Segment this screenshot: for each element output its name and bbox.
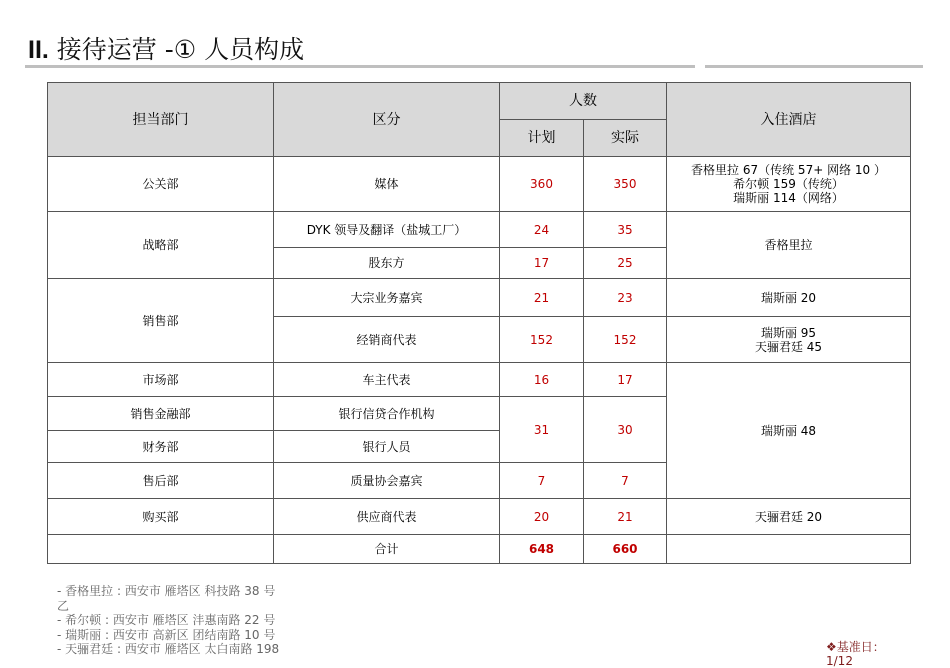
actual-cell: 25	[584, 248, 667, 279]
dept-cell: 财务部	[48, 431, 274, 463]
category-cell: 股东方	[274, 248, 500, 279]
dept-cell: 公关部	[48, 157, 274, 212]
table-row	[48, 157, 911, 212]
dept-cell: 销售部	[48, 279, 274, 363]
dept-cell: 售后部	[48, 463, 274, 499]
header-hotel: 入住酒店	[667, 83, 911, 157]
header-plan: 计划	[500, 120, 584, 157]
table-row	[48, 363, 911, 397]
plan-cell: 21	[500, 279, 584, 317]
plan-cell: 24	[500, 212, 584, 248]
dept-cell: 销售金融部	[48, 397, 274, 431]
hotel-cell: 香格里拉	[667, 212, 911, 279]
actual-cell: 152	[584, 317, 667, 363]
plan-cell: 20	[500, 499, 584, 535]
actual-cell: 30	[584, 397, 667, 463]
total-row	[48, 535, 911, 564]
plan-cell: 7	[500, 463, 584, 499]
table-row	[48, 499, 911, 535]
actual-cell: 7	[584, 463, 667, 499]
category-cell: 质量协会嘉宾	[274, 463, 500, 499]
plan-cell: 17	[500, 248, 584, 279]
header-category: 区分	[274, 83, 500, 157]
actual-cell: 21	[584, 499, 667, 535]
total-actual: 660	[584, 535, 667, 564]
table-row	[48, 212, 911, 248]
dept-cell: 战略部	[48, 212, 274, 279]
header-people: 人数	[500, 83, 667, 120]
actual-cell: 35	[584, 212, 667, 248]
total-plan: 648	[500, 535, 584, 564]
table-row	[48, 279, 911, 317]
hotel-address-notes: - 香格里拉 : 西安市 雁塔区 科技路 38 号 乙 - 希尔顿 : 西安市 雁塔区 沣惠南路 22 号 - 瑞斯丽 : 西安市 高新区 团结南路 10 号 - 天骊君廷 : 西安市 雁塔区 太白南路 198	[57, 584, 280, 656]
category-cell: 大宗业务嘉宾	[274, 279, 500, 317]
actual-cell: 17	[584, 363, 667, 397]
personnel-table	[47, 82, 911, 564]
total-label: 合计	[274, 535, 500, 564]
actual-cell: 350	[584, 157, 667, 212]
plan-cell: 360	[500, 157, 584, 212]
hotel-cell: 瑞斯丽 48	[667, 363, 911, 499]
hotel-cell: 香格里拉 67（传统 57+ 网络 10 ） 希尔顿 159（传统） 瑞斯丽 114（网络）	[667, 157, 911, 212]
header-actual: 实际	[584, 120, 667, 157]
dept-cell: 市场部	[48, 363, 274, 397]
title-divider	[25, 65, 695, 68]
hotel-cell: 瑞斯丽 95 天骊君廷 45	[667, 317, 911, 363]
category-cell: 媒体	[274, 157, 500, 212]
header-dept: 担当部门	[48, 83, 274, 157]
category-cell: 车主代表	[274, 363, 500, 397]
category-cell: 经销商代表	[274, 317, 500, 363]
base-date: ❖基准日： 1/12	[826, 640, 885, 668]
category-cell: 供应商代表	[274, 499, 500, 535]
dept-cell: 购买部	[48, 499, 274, 535]
plan-cell: 31	[500, 397, 584, 463]
plan-cell: 152	[500, 317, 584, 363]
category-cell: 银行信贷合作机构	[274, 397, 500, 431]
category-cell: 银行人员	[274, 431, 500, 463]
plan-cell: 16	[500, 363, 584, 397]
hotel-cell: 瑞斯丽 20	[667, 279, 911, 317]
actual-cell: 23	[584, 279, 667, 317]
page-title: II. 接待运营 -① 人员构成	[28, 35, 305, 64]
hotel-cell: 天骊君廷 20	[667, 499, 911, 535]
title-divider-right	[705, 65, 923, 68]
category-cell: DYK 领导及翻译（盐城工厂）	[274, 212, 500, 248]
